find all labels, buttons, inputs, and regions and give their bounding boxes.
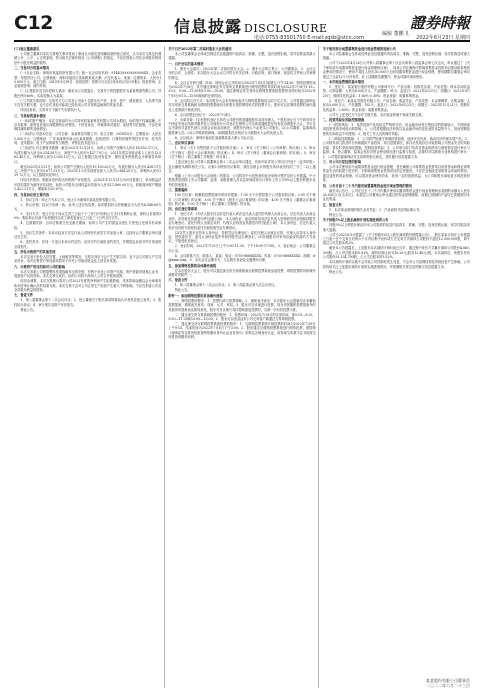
section-heading: 六、出售资产的目的和对公司的影响 <box>14 264 65 269</box>
paragraph: (二)风险控制措施：1、公司将严格遵守审慎投资原则，选择安全性高、流动性好的保本型产品；2、公司财务部门将及时分析和跟踪产品投向、项目进展情况，如评估发现存在可能影响公司资金安全的风险因素，将及时采取相应措施，控制投资风险；3、公司审计部门负责对资金的使用与保管情况进行审计与监督；4、独立董事、监事会有权对资金使用情况进行监督与检查，必要时可以聘请专业机构进行审计；5、公司将依据深圳证券交易所的相关规定，及时履行信息披露义务。 <box>322 136 470 159</box>
paragraph: (一)标的资产概况：本次交易标的为公司持有的某某科技有限公司51%股权。标的资产权属清晰，不存在抵押、质押及其他任何限制转让的情况，不涉及诉讼、仲裁事项或查封、冻结等司法措施，不存在妨碍权属转移的其他情况。 <box>14 118 162 132</box>
paragraph: 截至2022年3月31日，标的公司资产总额为人民币19,105.62万元，负债总额为人民币9,428.11万元，净资产为人民币9,677.51万元；2022年1-3月实现营业收入人民币2,964.20万元，净利润人民币239.72万元。以上数据未经审计。 <box>14 164 162 178</box>
paragraph: 1、登记方式：(1)法人股东应由法定代表人或法定代表人委托的代理人出席会议。法定代表人出席会议的，应持营业执照复印件(加盖公章)、本人身份证、能证明其具有法定代表人资格的有效证明和持股凭证办理登记；委托代理人出席会议的，代理人应持营业执照复印件(加盖公章)、本人身份证、法定代表人依法出具的书面授权委托书和持股凭证办理登记。 <box>168 212 316 230</box>
paragraph: 截至本公告日，公司在过去十二个月内累计使用闲置募集资金进行现金管理尚未到期的余额为人民币26,000万元(含本次)，未超过公司董事会审议通过的现金管理额度。前期已到期的产品均已按期收回本金及收益。 <box>322 188 470 202</box>
paragraph: 截至本公告披露日，上述股东本次减持计划时间已过半，通过集中竞价方式累计减持公司股份4,865,300股，占公司总股本的0.81%，减持价格区间为10.26元/股至12.48元/股。本次减持后，该股东持有公司股份33,134,700股，占公司总股本的5.52%。 <box>322 246 470 260</box>
paragraph: 特此公告。 <box>20 307 37 312</box>
column-divider <box>318 46 319 688</box>
paragraph: 2、转让价格：经双方协商一致，参考上述评估结果，标的股权转让价格确定为人民币6,048.60万元。 <box>14 202 162 211</box>
section-heading: 二、会议审议事项 <box>168 141 194 146</box>
paragraph: 上述议案已经公司第八届董事会第十二次会议审议通过，具体内容详见公司同日刊登于《证券时报》及巨潮资讯网的相关公告。议案2为特别决议事项，须经出席会议的股东所持表决权的三分之二以上通过。 <box>168 160 316 173</box>
section-heading: 七、备查文件 <box>14 293 34 298</box>
paragraph: 1、第八届董事会第十二次会议决议；2、第八届监事会第九次会议决议。 <box>174 283 278 288</box>
paragraph: 1、审议《关于出售控股子公司股权的议案》；2、审议《关于修订〈公司章程〉的议案》；3、审议《关于修订〈股东大会议事规则〉的议案》；4、审议《关于修订〈董事会议事规则〉的议案》；5、审议《关于修订〈独立董事工作制度〉的议案》。 <box>168 146 316 160</box>
editor-credit: 编辑 董鹏飞 <box>382 31 409 37</box>
article-body <box>14 46 470 688</box>
paragraph: 2、受托方：某某证券股份有限公司；产品名称：收益凭证；产品类型：本金保障型；认购金额：人民币5,000万元；产品期限：182天；起息日：2022年6月22日；到期日：2022年12月21日；预期年化收益率：2.80%；资金来源：闲置募集资金。 <box>322 98 470 112</box>
section-heading: 五、备查文件 <box>322 202 342 207</box>
paragraph: 经初步测算，本次交易预计将对公司2022年度的净利润产生积极影响，具体影响金额以会计师事务所年度审计确认后的结果为准。本次交易不会对公司正常生产经营产生重大不利影响，不存在损害公司及全体股东利益的情形。 <box>14 279 162 292</box>
paragraph: (一)企业名称：深圳市某某投资有限公司；统一社会信用代码：9144030000000000XX；企业类型：有限责任公司；注册地址：深圳市福田区某某路某某大厦；法定代表人：某某；注册资本：人民币10,000万元；成立日期：2015年3月18日；经营范围：投资兴办实业(具体项目另行申报)；投资咨询；企业管理咨询；国内贸易。 <box>14 71 162 89</box>
text-column-1 <box>14 46 161 688</box>
paragraph: 1、协议主体：转让方为本公司，受让方为深圳市某某投资有限公司。 <box>20 197 119 202</box>
column-divider <box>164 46 165 688</box>
paragraph: 8、会议地点：深圳市福田区某某路某某大厦公司会议室。 <box>174 135 257 140</box>
paragraph: (二)主要股东及实际控制人情况：截至本公告披露日，交易对方的控股股东为某某集团有限公司，持股比例为60%，实际控制人为某某。 <box>14 89 162 98</box>
paragraph: (一)投资风险：1、虽然投资产品均经过严格的评估，但金融市场受宏观经济的影响较大，不排除该项投资受到市场波动的影响；2、公司将根据经济形势以及金融市场的变化适时适量的介入，因此短期投资的实际收益不可预期；3、相关工作人员的操作风险。 <box>322 123 470 136</box>
page-number: C12 <box>14 12 53 34</box>
section-heading: 二、交易对方的基本情况 <box>14 66 50 71</box>
paragraph: 特此公告。 <box>174 288 191 293</box>
section-heading: (三)独立董事意见 <box>14 47 40 51</box>
masthead <box>14 12 470 42</box>
paragraph: 3、支付方式：受让方应于协议生效之日起十个工作日内向转让方支付首期转让款，即转让价款的50%；剩余转让价款于标的股权完成工商变更登记之日起三十日内支付完毕。 <box>14 211 162 221</box>
section-heading: 三、对公司日常经营的影响 <box>322 159 361 164</box>
paragraph: 公司与上述受托方不存在关联关系，本次现金管理不构成关联交易。 <box>329 112 425 117</box>
section-title-en: DISCLOSURE <box>244 22 328 35</box>
paragraph: 100 总议案：除累积投票提案外的所有提案；1.00 关于出售控股子公司股权的议案；2.00 关于修订《公司章程》的议案；3.00 关于修订《股东大会议事规则》的议案；4.00 关于修订《董事会议事规则》的议案；5.00 关于修订《独立董事工作制度》的议案。 <box>168 193 316 206</box>
paragraph: 1、本次现金管理的相关业务凭证；2、产品说明书及风险揭示书。 <box>329 207 423 212</box>
signature-date: 二〇二二年六月二十三日 <box>426 683 470 688</box>
paragraph: 6、会议的股权登记日：2022年7月4日。 <box>174 112 234 117</box>
paragraph: (四)评估情况：根据评估机构出具的资产评估报告，以2021年12月31日为评估基准日，采用收益法评估结果作为最终评估结论，标的公司股东全部权益评估值为人民币11,860.00万元，较账面净资产增值2,422.21万元，增值率为25.67%。 <box>14 178 162 192</box>
section-title-cn: 信息披露 <box>174 17 243 36</box>
section-heading: 关于持股5%以上股东减持计划实施进展的公告 <box>322 218 389 223</box>
paragraph: 4、会议召开的日期、时间：现场会议召开时间为2022年7月8日(星期五)下午14:30；网络投票时间为2022年7月8日，其中通过深圳证券交易所交易系统进行网络投票的具体时间为2022年7月8日9:15—9:25，9:30—11:30和13:00—15:00；通过深圳证券交易所互联网投票系统投票的具体时间为2022年7月8日9:15—15:00期间的任意时间。 <box>168 80 316 98</box>
paragraph: 在本次股东大会上，股东可以通过深交所交易系统和互联网投票系统参加投票，网络投票的具体操作流程详见附件一。 <box>168 268 316 277</box>
section-heading: 三、提案编码 <box>168 188 188 193</box>
signature-block <box>426 678 470 688</box>
section-heading: 关于召开2022年第二次临时股东大会的通知 <box>168 47 232 51</box>
section-heading: 六、备查文件 <box>168 278 188 283</box>
paragraph: (三)关联关系说明：交易对方与公司及公司前十名股东在产权、业务、资产、债权债务、人员等方面不存在关联关系，也不存在其他可能或已经造成公司对其利益倾斜的其他关系。 <box>14 98 162 108</box>
section-heading: 一、本次现金管理的基本情况 <box>322 80 365 85</box>
paragraph: (2)自然人股东应持本人身份证、持股凭证办理登记；委托代理人出席会议的，代理人应持本人身份证、授权委托书、委托人身份证复印件和持股凭证办理登记。(3)异地股东可采用信函或传真的方式登记，不接受电话登记。 <box>168 230 316 244</box>
paragraph: 4、会议联系方式：联系人：某某；电话：0755-8888XXXX；传真：0755-8888XXXX；邮箱：ir@xxxx.com。5、本次会议会期半天，与会股东食宿及交通费用自理。 <box>168 253 316 263</box>
paragraph: 特此公告。 <box>329 212 345 217</box>
paragraph: 4、过渡期安排：自评估基准日至交割日期间，标的公司产生的损益由受让方按受让比例享有或承担。 <box>14 221 162 230</box>
paragraph: 1、股东大会届次：2022年第二次临时股东大会。2、股东大会的召集人：公司董事会。3、会议召开的合法、合规性：本次股东大会会议召开符合有关法律、行政法规、部门规章、规范性文件和公司章程的规定。 <box>168 66 316 80</box>
paragraph: 1、第八届董事会第十二次会议决议；2、独立董事关于相关事项的事前认可意见及独立意见；3、股权转让协议；4、审计报告及资产评估报告。 <box>14 298 162 307</box>
section-heading: 附件一：参加网络投票的具体操作流程 <box>168 293 223 298</box>
section-heading: 三、交易标的基本情况 <box>14 113 46 118</box>
section-heading: 二、投资风险及风险控制措施 <box>322 118 365 123</box>
paragraph: 1、受托方：某某银行股份有限公司深圳分行；产品名称：结构性存款；产品类型：保本浮动收益型；认购金额：人民币8,000万元；产品期限：91天；起息日：2022年6月21日；到期日：2022年9月20日；预期年化收益率：1.60%-3.30%；资金来源：闲置募集资金。 <box>322 85 470 98</box>
section-heading: 五、参加网络投票的具体操作流程 <box>168 263 217 268</box>
paragraph: 7、出席对象：(1)在股权登记日持有公司股份的普通股股东或其代理人。于股权登记日下午收市时在中国证券登记结算有限责任公司深圳分公司登记在册的公司全体普通股股东均有权出席股东大会，并可以以书面形式委托代理人出席会议和参加表决，该股东代理人不必是本公司股东。(2)公司董事、监事和高级管理人员。(3)公司聘请的律师。(4)根据相关法规应当出席股东大会的其他人员。 <box>168 117 316 135</box>
issue-date: 2022年6月23日 星期四 <box>416 35 470 41</box>
text-column-2 <box>168 46 315 688</box>
section-heading: 五、涉及出售资产的其他安排 <box>14 249 56 254</box>
paragraph: 三、通过深交所互联网投票系统投票的程序：1、互联网投票系统开始投票的时间为2022年7月8日上午9:15，结束时间为2022年7月8日下午3:00。2、股东通过互联网投票系统进行网络投票，需按照《深圳证券交易所投资者网络服务身份认证业务指引》的规定办理身份认证，取得深交所数字证书或深交所投资者服务密码。 <box>168 322 316 340</box>
section-heading: 四、交易协议的主要内容 <box>14 192 50 197</box>
section-heading: 四、会议登记等事项 <box>168 207 198 212</box>
paragraph: 2、登记时间：2022年7月5日(上午9:00-11:30，下午14:00-17:00)。3、登记地点：公司董事会办公室。 <box>168 244 316 253</box>
paragraph: 根据《上市公司股东大会规则》的要求，公司将对中小投资者的表决单独计票并及时公开披露。中小投资者是指除上市公司董事、监事、高级管理人员以及单独或者合计持有上市公司5%以上股份的股东以外的其他股东。 <box>168 173 316 187</box>
paragraph: 一、网络投票的程序：1、投票代码与投票简称。2、填报表决意见：本次股东大会提案均为非累积投票提案，填报表决意见：同意、反对、弃权。3、股东对总议案进行投票，视为对除累积投票提案外的其他所有提案表达相同意见。股东对总议案与具体提案重复投票时，以第一次有效投票为准。 <box>168 298 316 312</box>
paragraph: 6、违约责任：任何一方违反本协议约定的，应向守约方承担违约责任，并赔偿由此给守约方造成的全部损失。 <box>14 240 162 249</box>
section-heading: 关于使用部分闲置募集资金进行现金管理的进展公告 <box>322 47 396 51</box>
newspaper-logo: 證券時報 <box>409 14 470 32</box>
paragraph: 公司独立董事对本次交易相关事项发表了事前认可意见及明确同意的独立意见，认为本次交易定价遵循公开、公平、公正的原则，符合相关法律法规及《公司章程》的规定，不存在损害公司及全体股东特别是中小股东利益的情形。 <box>14 52 162 65</box>
paragraph: (四)经查询，交易对方不属于失信被执行人。 <box>20 108 84 113</box>
text-column-3 <box>323 46 470 688</box>
paragraph: (二)标的公司基本信息：公司名称：某某科技有限公司；成立日期：2018年6月；注册资本：人民币5,000万元；注册地址：广东省深圳市南山区某某街道；经营范围：计算机软硬件的技术开发、技术咨询、技术服务；电子产品的研发与销售；货物及技术进出口。 <box>14 132 162 146</box>
paragraph: 本公司及董事会全体成员保证信息披露的内容真实、准确、完整，没有虚假记载、误导性陈述或重大遗漏。 <box>322 52 470 61</box>
paragraph: 二、通过深交所交易系统投票的程序：1、投票时间：2022年7月8日的交易时间，即9:15—9:25，9:30—11:30和13:00—15:00。2、股东可以登录证券公司交易客户端通过交易系统投票。 <box>168 312 316 322</box>
paragraph: 本公司及董事会全体成员保证信息披露的内容真实、准确、完整，没有虚假记载、误导性陈述或重大遗漏。 <box>168 52 316 61</box>
paragraph: 本次交易不涉及人员安置、土地租赁等情况，交易完成后不会产生关联交易，也不会与关联人产生同业竞争。本次出售资产所得款项将用于补充公司流动资金及主营业务发展。 <box>14 254 162 264</box>
section-heading: 四、公告日前十二个月内使用闲置募集资金进行现金管理的情况 <box>322 183 412 188</box>
paragraph: 公司于2022年3月披露了《关于持股5%以上股东减持股份预披露公告》，股东某某计划在公告披露之日起十五个交易日后的六个月内以集中竞价或大宗交易方式减持公司股份不超过12,000,000股，即不超过公司总股本的2%。 <box>322 232 470 246</box>
contact-info: 电话:0755-83501750 E-mail:zqsb@stcn.com <box>254 35 364 41</box>
paragraph: 本次交易系公司根据整体发展战略作出的安排，有利于优化公司资产结构，集中资源发展核心业务，提高资产运营效率。本次交易完成后，标的公司将不再纳入公司合并报表范围。 <box>14 269 162 279</box>
paragraph: 公司本次使用部分闲置募集资金进行现金管理，是在确保公司募集资金投资项目所需资金和保证募集资金安全的前提下进行的，不影响募集资金投资项目的正常建设，不存在变相改变募集资金用途的情况。通过适度的现金管理，可以提高资金使用效率，获得一定的投资收益，为公司和股东谋取更多的投资回报。 <box>322 164 470 183</box>
section-heading: 一、召开会议的基本情况 <box>168 61 204 66</box>
paragraph: 持股5%以上的股东保证向本公司提供的信息内容真实、准确、完整，没有虚假记载、误导性陈述或重大遗漏。 <box>322 223 470 232</box>
paragraph: 5、会议的召开方式：本次股东大会采用现场表决与网络投票相结合的方式召开。公司将通过深圳证券交易所交易系统和互联网投票系统向全体股东提供网络形式的投票平台，股东可以在网络投票时间内通过上述系统行使表决权。 <box>168 98 316 112</box>
paragraph: 5、协议生效条件：本协议经双方法定代表人或授权代表签字并加盖公章，且经转让方董事会审议通过后生效。 <box>14 230 162 240</box>
paragraph: (三)标的公司主要财务数据：截至2021年12月31日，标的公司资产总额为人民币18,652.37万元，负债总额为人民币9,214.58万元，净资产为人民币9,437.79万元；2021年度实现营业收入人民币12,583.46万元，净利润人民币1,026.15万元。以上数据已经具有证券、期货业务资格的会计师事务所审计。 <box>14 146 162 164</box>
paragraph: 公司于2022年4月26日召开第八届董事会第十次会议和第八届监事会第七次会议，审议通过了《关于使用部分闲置募集资金进行现金管理的议案》，同意公司在确保不影响募集资金投资项目建设和募集资金使用的情况下，使用不超过人民币30,000万元的闲置募集资金进行现金管理，使用期限自董事会审议通过之日起12个月内有效，在上述额度及期限内，资金可循环滚动使用。 <box>322 61 470 79</box>
paragraph: 本次减持计划的实施不会导致公司控制权发生变更，不会对公司治理结构及持续经营产生影响。公司将持续关注上述股东减持计划的实施进展情况，并按照相关规定及时履行信息披露义务。 <box>322 260 470 269</box>
paragraph: 特此公告。 <box>329 269 345 274</box>
signature-company: 某某股份有限公司董事会 <box>426 678 470 683</box>
